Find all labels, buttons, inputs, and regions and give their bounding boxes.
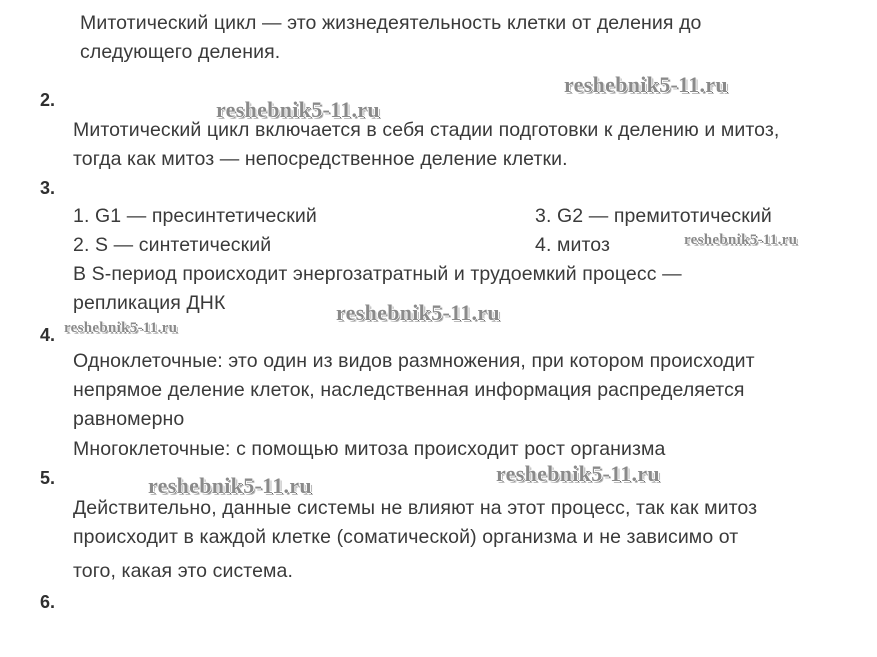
watermark: reshebnik5-11.ru — [496, 461, 660, 486]
paragraph-line: Действительно, данные системы не влияют на этот процесс, так как митоз — [73, 497, 758, 519]
phase-item: 3. G2 — премитотический — [535, 205, 772, 227]
watermark: reshebnik5-11.ru — [564, 72, 728, 97]
watermark: reshebnik5-11.ru — [64, 320, 178, 336]
paragraph-line: происходит в каждой клетке (соматической) организма и не зависимо от — [73, 526, 739, 548]
paragraph-line: Многоклеточные: с помощью митоза происходит рост организма — [73, 438, 666, 460]
section-number-6: 6. — [40, 592, 56, 612]
section-number-3: 3. — [40, 178, 56, 198]
phase-item: 4. митоз — [535, 234, 611, 256]
paragraph-line: Митотический цикл включается в себя стадии подготовки к делению и митоз, — [73, 119, 780, 141]
phase-item: 1. G1 — пресинтетический — [73, 205, 317, 227]
section-number-5: 5. — [40, 468, 56, 488]
phase-item: 2. S — синтетический — [73, 234, 272, 256]
section-number-2: 2. — [40, 90, 56, 110]
watermark: reshebnik5-11.ru — [336, 300, 500, 325]
paragraph-line: репликация ДНК — [73, 292, 226, 314]
paragraph-line: В S-период происходит энергозатратный и трудоемкий процесс — — [73, 263, 682, 285]
paragraph-line: Митотический цикл — это жизнедеятельность клетки от деления до — [80, 12, 702, 34]
watermark: reshebnik5-11.ru — [148, 473, 312, 498]
watermark: reshebnik5-11.ru — [684, 232, 798, 248]
watermark: reshebnik5-11.ru — [216, 97, 380, 122]
paragraph-line: тогда как митоз — непосредственное деление клетки. — [73, 148, 568, 170]
paragraph-line: непрямое деление клеток, наследственная информация распределяется — [73, 379, 745, 401]
paragraph-line: Одноклеточные: это один из видов размножения, при котором происходит — [73, 350, 755, 372]
paragraph-line: равномерно — [73, 408, 185, 430]
paragraph-line: того, какая это система. — [73, 560, 294, 582]
section-number-4: 4. — [40, 325, 56, 345]
paragraph-line: следующего деления. — [80, 41, 281, 63]
